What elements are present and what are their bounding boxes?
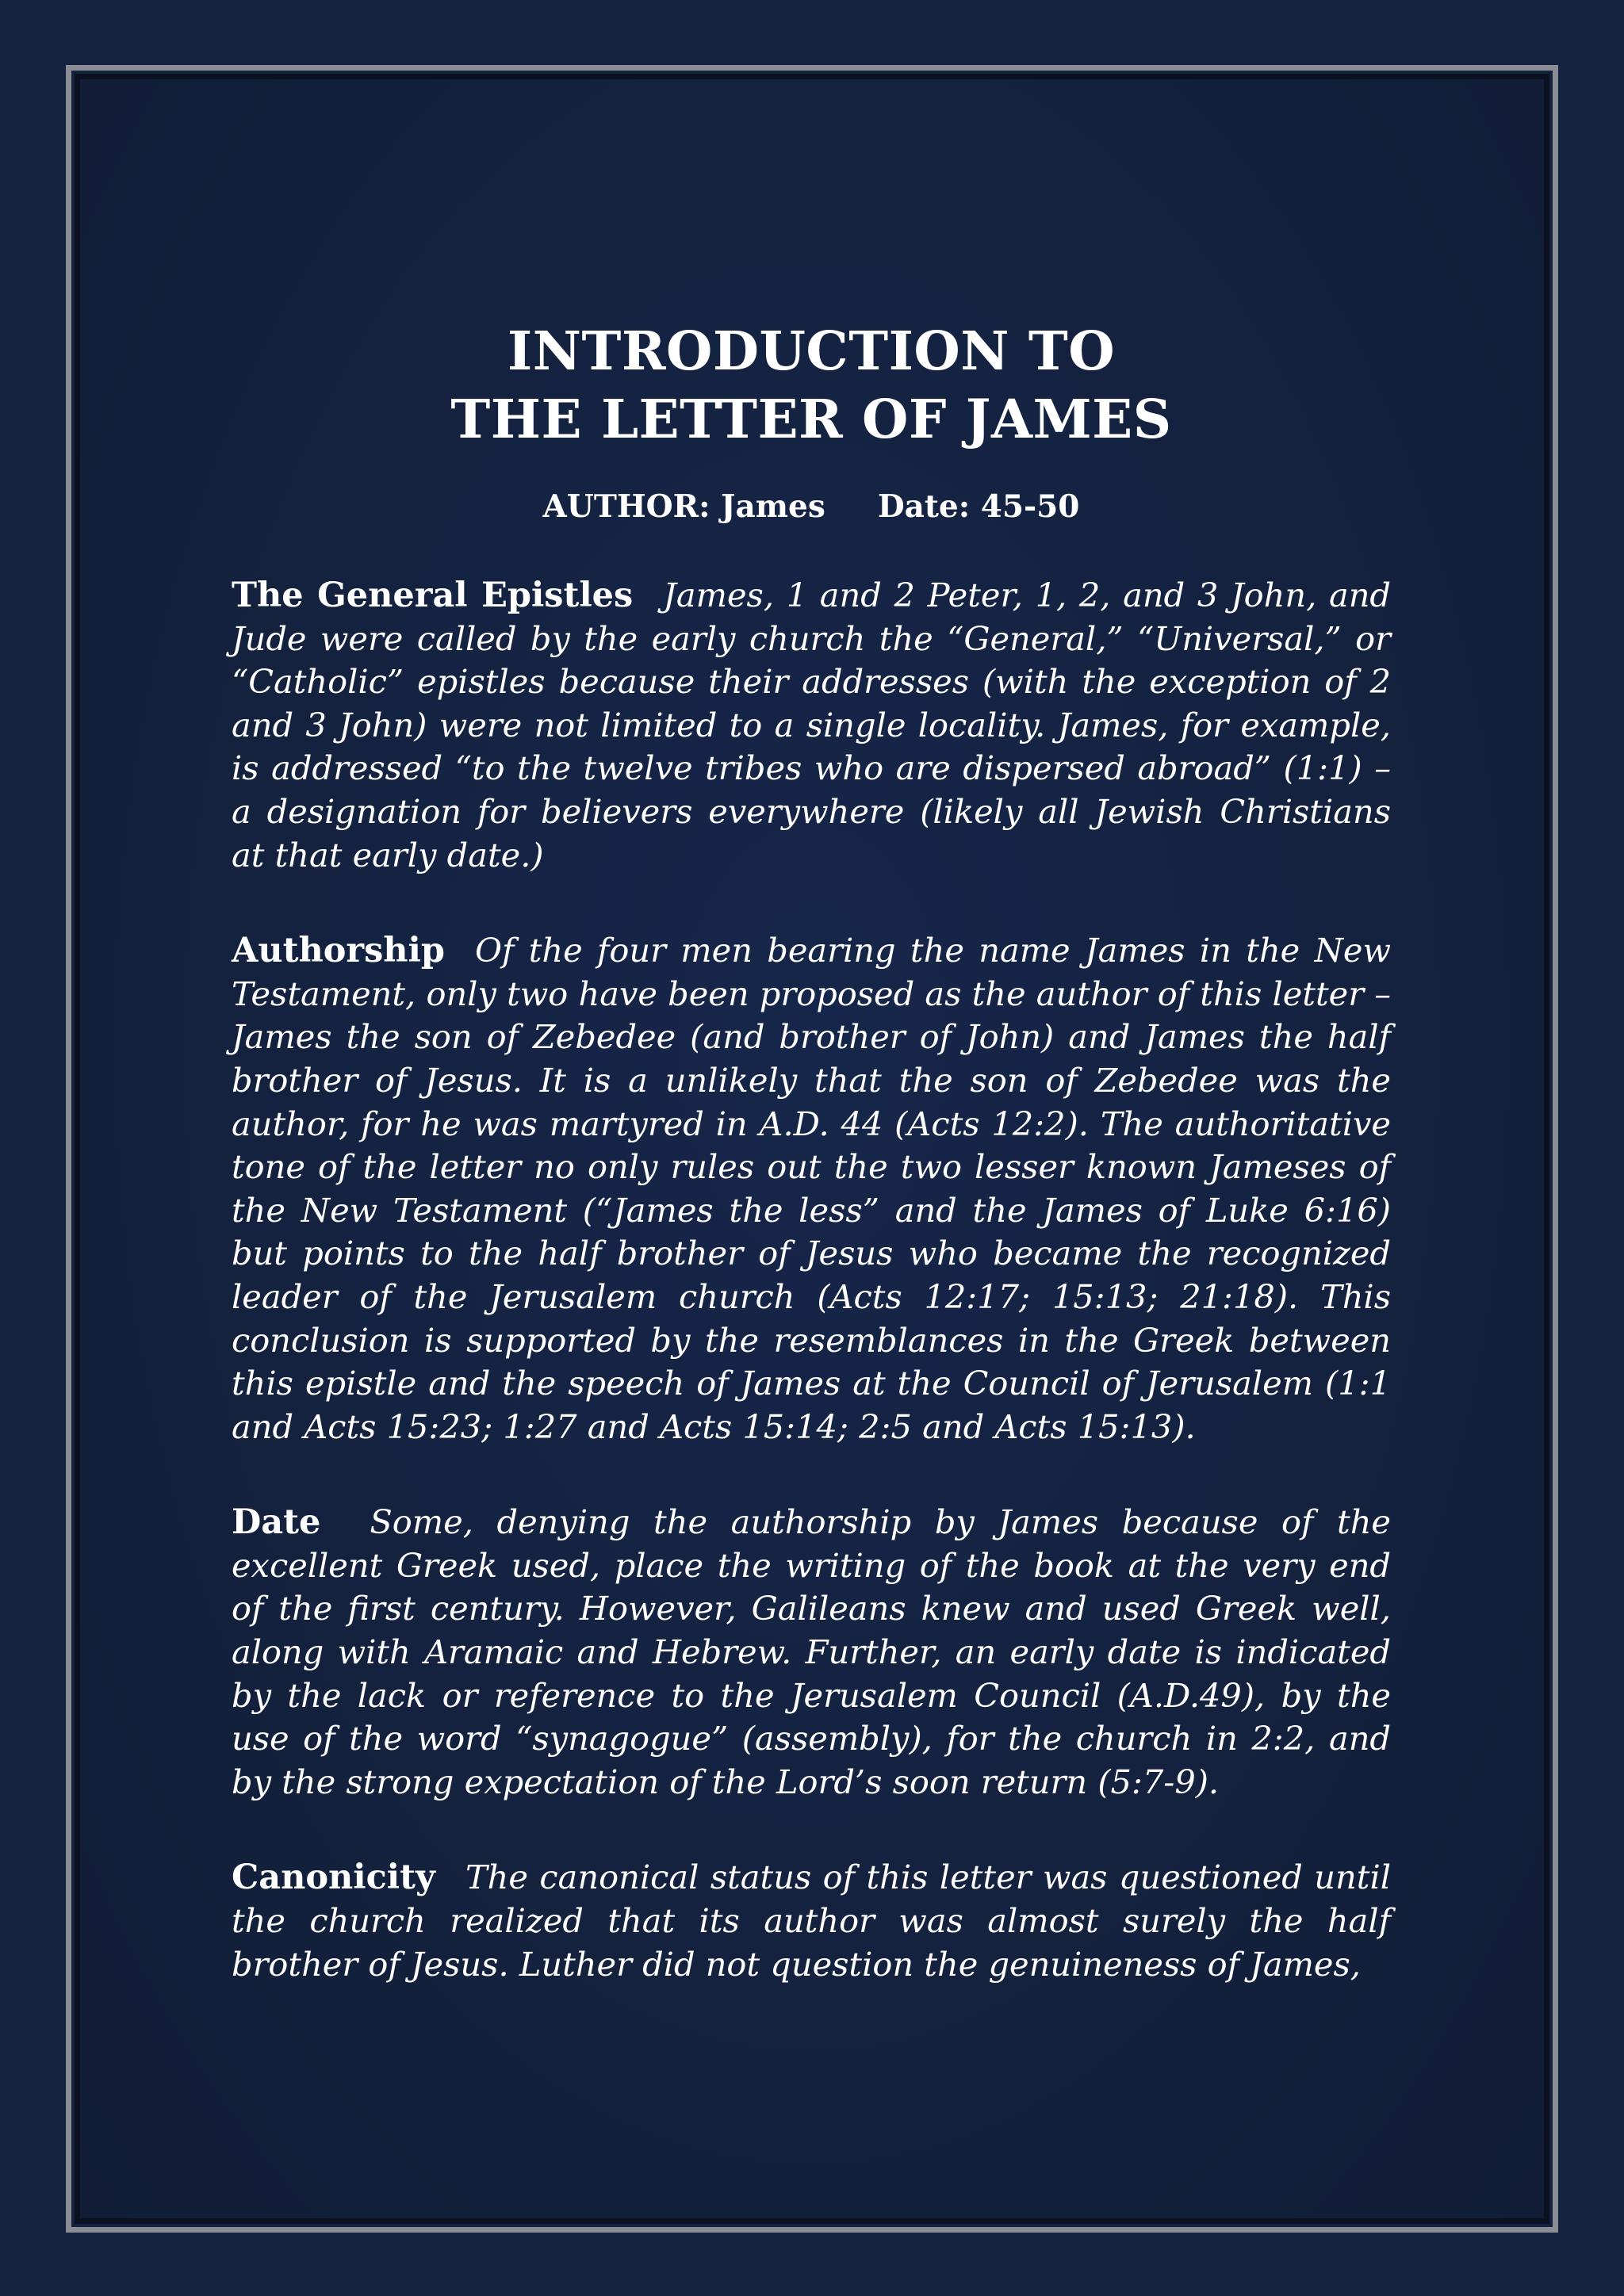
section-heading: Canonicity (232, 1858, 435, 1898)
author-date-line (232, 487, 1391, 526)
author-label: AUTHOR: James (542, 488, 825, 525)
section-body: Some, denying the authorship by James because of the excellent Greek used, place the writing of the book at the very end of the first century. However, Galileans knew and used Greek well, along with Aramaic and Hebrew. Further, an early date is indicated by the lack or reference to the Jerusalem Council (A.D.49), by the use of the word “synagogue” (assembly), for the church in 2:2, and by the strong expectation of the Lord’s soon return (5:7-9). (232, 1502, 1391, 1801)
title-line-2: THE LETTER OF JAMES (450, 388, 1172, 450)
section-general-epistles (232, 574, 1391, 877)
date-label: Date: 45-50 (877, 488, 1080, 525)
section-body: The canonical status of this letter was questioned until the church realized that its author was almost surely the half brother of Jesus. Luther did not question the genuineness of James, (232, 1858, 1391, 1984)
page-title (232, 317, 1391, 453)
section-body: James, 1 and 2 Peter, 1, 2, and 3 John, and Jude were called by the early church the “General,” “Universal,” or “Catholic” epistles because their addresses (with the exception of 2 and 3 John) were not limited to a single locality. James, for example, is addressed “to the twelve tribes who are dispersed abroad” (1:1) – a designation for believers everywhere (likely all Jewish Christians at that early date.) (232, 576, 1391, 874)
section-body: Of the four men bearing the name James in the New Testament, only two have been proposed as the author of this letter – James the son of Zebedee (and brother of John) and James the half brother of Jesus. It is a unlikely that the son of Zebedee was the author, for he was martyred in A.D. 44 (Acts 12:2). The authoritative tone of the letter no only rules out the two lesser known Jameses of the New Testament (“James the less” and the James of Luke 6:16) but points to the half brother of Jesus who became the recognized leader of the Jerusalem church (Acts 12:17; 15:13; 21:18). This conclusion is supported by the resemblances in the Greek between this epistle and the speech of James at the Council of Jerusalem (1:1 and Acts 15:23; 1:27 and Acts 15:14; 2:5 and Acts 15:13). (232, 931, 1391, 1446)
document-content (232, 317, 1391, 2019)
section-heading: Date (232, 1502, 321, 1543)
section-heading: Authorship (232, 931, 445, 971)
section-canonicity (232, 1856, 1391, 1986)
title-line-1: INTRODUCTION TO (507, 320, 1116, 382)
section-heading: The General Epistles (232, 576, 634, 615)
section-date (232, 1501, 1391, 1804)
section-authorship (232, 929, 1391, 1448)
